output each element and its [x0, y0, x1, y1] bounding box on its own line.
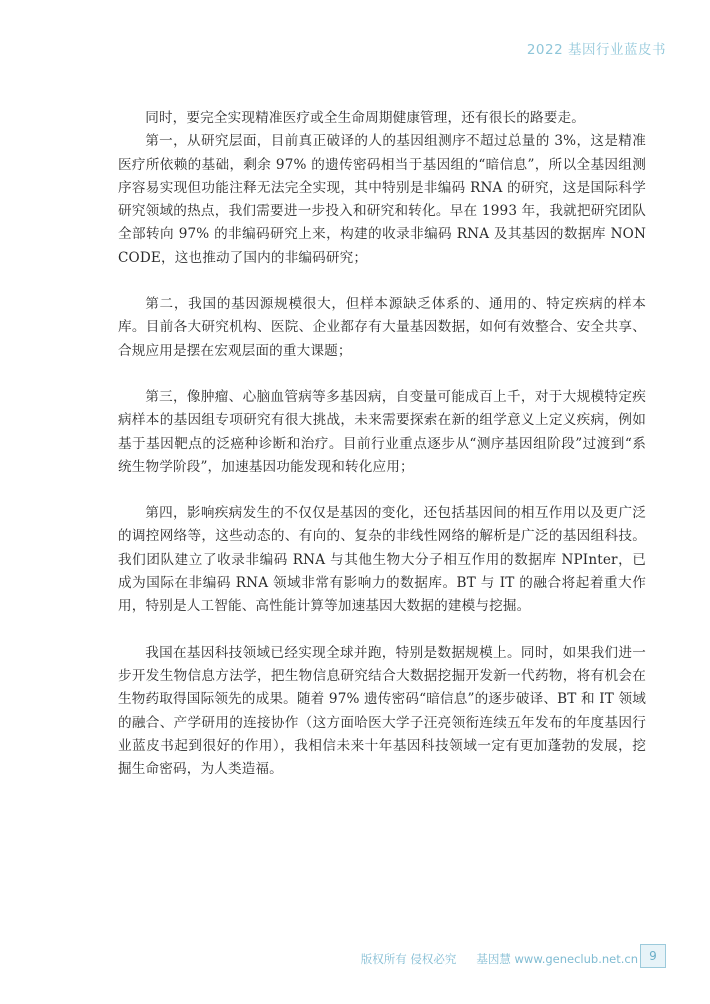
- paragraph-point-4: 第四，影响疾病发生的不仅仅是基因的变化，还包括基因间的相互作用以及更广泛的调控网络等，这些动态的、有向的、复杂的非线性网络的解析是广泛的基因组科技。我们团队建立了收录非编码 RNA 与其他生物大分子相互作用的数据库 NPInter，已成为国际在非编码 RNA 领域非常有影响力的数据库。BT 与 IT 的融合将起着重大作用，特别是人工智能、高性能计算等加速基因大数据的建模与挖掘。: [118, 505, 646, 615]
- body-text: [118, 107, 646, 781]
- paragraph-point-3: 第三，像肿瘤、心脑血管病等多基因病，自变量可能成百上千，对于大规模特定疾病样本的基因组专项研究有很大挑战，未来需要探索在新的组学意义上定义疾病，例如基于基因靶点的泛癌种诊断和治疗。目前行业重点逐步从“测序基因组阶段”过渡到“系统生物学阶段”，加速基因功能发现和转化应用；: [118, 388, 646, 475]
- paragraph-point-1: 第一，从研究层面，目前真正破译的人的基因组测序不超过总量的 3%，这是精准医疗所依赖的基础，剩余 97% 的遗传密码相当于基因组的“暗信息”，所以全基因组测序容易实现但功能注释无法完全实现，其中特别是非编码 RNA 的研究，这是国际科学研究领域的热点，我们需要进一步投入和研究和转化。早在 1993 年，我就把研究团队全部转向 97% 的非编码研究上来，构建的收录非编码 RNA 及其基因的数据库 NONCODE，这也推动了国内的非编码研究；: [118, 133, 646, 266]
- paragraph-conclusion: 我国在基因科技领域已经实现全球并跑，特别是数据规模上。同时，如果我们进一步开发生物信息方法学，把生物信息研究结合大数据挖掘开发新一代药物，将有机会在生物药取得国际领先的成果。随着 97% 遗传密码“暗信息”的逐步破译、BT 和 IT 领域的融合、产学研用的连接协作（这方面哈医大学子汪亮领衔连续五年发布的年度基因行业蓝皮书起到很好的作用），我相信未来十年基因科技领域一定有更加蓬勃的发展，挖掘生命密码，为人类造福。: [118, 644, 646, 778]
- running-header-title: 2022 基因行业蓝皮书: [526, 42, 666, 58]
- footer-brand-link[interactable]: 基因慧 www.geneclub.net.cn: [476, 952, 638, 966]
- copyright-notice: 版权所有 侵权必究: [360, 952, 457, 966]
- paragraph-intro: 同时，要完全实现精准医疗或全生命周期健康管理，还有很长的路要走。: [145, 110, 585, 126]
- page-footer: [361, 951, 638, 967]
- page-number: 9: [640, 944, 666, 968]
- paragraph-point-2: 第二，我国的基因源规模很大，但样本源缺乏体系的、通用的、特定疾病的样本库。目前各大研究机构、医院、企业都存有大量基因数据，如何有效整合、安全共享、合规应用是摆在宏观层面的重大课题；: [118, 296, 646, 359]
